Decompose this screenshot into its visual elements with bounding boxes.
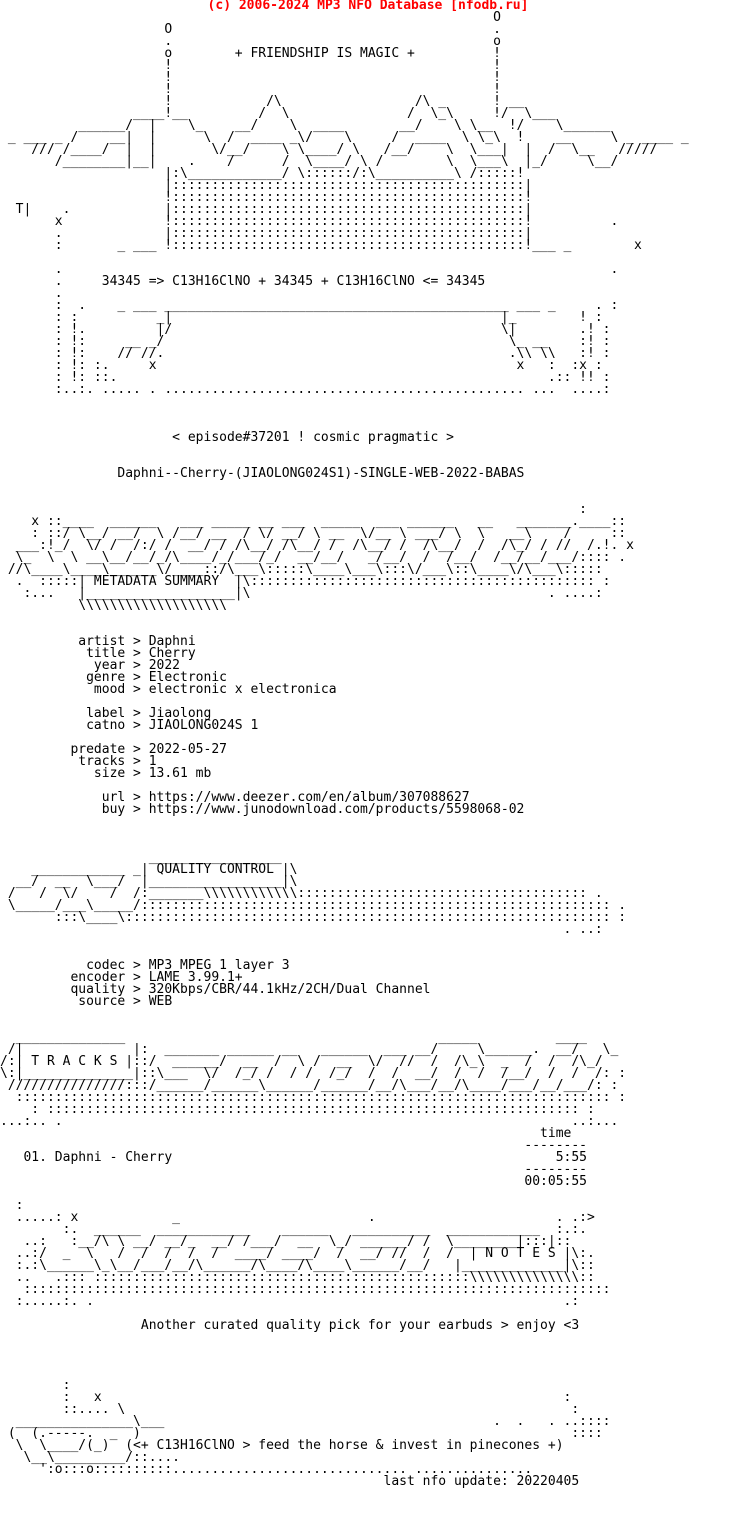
site-header: (c) 2006-2024 MP3 NFO Database [nfodb.ru] [207,0,529,13]
nfo-text: O O . . o o + FRIENDSHIP IS MAGIC + ! ! ! ! ! ! ! ! /\ /\ _ ! __ ____!__ / \ / \_\ !/ \___ ______/ | \_ __/ \ ____ __/ \ \__ !/ \______ _ ___ _ / __| | \ / ____ _\/ \ / ____ \ \_\ ! __ \ _ ____ _ /// /____/ | | \/__/ \ \____/ \ /__/ \ \___| | / \__ ///// /________|__| . / / \____/ \ / \ \___\ |_/ \__/ |:\____________/ \::::::/:\__________\ /:::::! |:::::::::::::::::::::::::::::::::::::::::::::| !:::::::::::::::::::::::::::::::::::::::::::::! T| . |:::::::::::::::::::::::::::::::::::::::::::::| x !:::::::::::::::::::::::::::::::::::::::::::::! . . |:::::::::::::::::::::::::::::::::::::::::::::| : _ ___ !:::::::::::::::::::::::::::::::::::::::::::::!___ _ x . . . 34345 => C13H16ClNO + 34345 + C13H16ClNO <= 34345 . : . _ ___ ____________________________________________ ___ _ . : : : _| |_ ! : : !. |/ \| .! : : !: __ _/ \_ __ :! : : !: // //. .\\ \\ :! : : !: :. x x : :x : : !: ::. .:: !! : :..:. ..... . .............................................. ... ....: < episode#37201 ! cosmic pragmatic > Daphni--Cherry-(JIAOLONG024S1)-SINGLE-WEB-2022-BABAS : x ::____ ______ ___ _____ __ ___ _____ ___ ______ __ _______.____:: : ::/ \__/ __/ \ /__/ __ / \/ __/ \ __ \/__ \ ___/ \ \ __\ / :: ___:!_/ \/ / /:/ / __/ / /\__/ /\__/ / /\__/ / /\__/ / /\_/ / // /.!. x \_ \ \ __\__/__/_/\____/_/___/_/ __/__/ _/__/ / /__/ /__/__/___/:::: . //\____\____\______\/____::/\___\:::::\____\___\:::\/___\::\____\/\___\::::: . :::::| METADATA SUMMARY |\:::::::::::::::::::::::::::::::::::::::::::: : :... |___________________|\ . ....: \\\\\\\\\\\\\\\\\\\ artist > Daphni title > Cherry year > 2022 genre > Electronic mood > electronic x electronica label > Jiaolong catno > JIAOLONG024S 1 predate > 2022-05-27 tracks > 1 size > 13.61 mb url > https://www.deezer.com/en/album/307088627 buy > https://www.junodownload.com/products/5598068-02 _________________ ____________ _| QUALITY CONTROL |\ __/ __ \___/ |_________________|\ / / \/ / /:_______\\\\\\\\\\\\::::::::::::::::::::::::::::::::::::: . \_____/___\_____/:::::::::::::::::::::::::::::::::::::::::::::::::::::::::::: . :::\____\:::::::::::::::::::::::::::::::::::::::::::::::::::::::::::::: : . ..: codec > MP3 MPEG 1 layer 3 encoder > LAME 3.99.1+ quality > 320Kbps/CBR/44.1kHz/2CH/Dual Channel source > WEB ______________ _____ ____ /| |: _______ ______ __ ______ ___ __/ \______. __/ \_ /:| T R A C K S |::/ ______/ __ / \ / __ \/ // / /\_\ _ / / /\_/ \:|______________|::\___ \/ /_/ / / / /_/ / / __/ / / /__/ / / /: : ///////////////:::/______/______\______/______/__/\___/__/\____/___/__/___/: : :::::::::::::::::::::::::::::::::::::::::::::::::::::::::::::::::::::::::::: : : :::::::::::::::::::::::::::::::::::::::::::::::::::::::::::::::::::: : ...:.. . ..:... time -------- 01. Daphni - Cherry 5:55 -------- 00:05:55 : .....: x _ . . .:> :. ______ ____________ ______ __________ ____________ :.:. ..: :__/\ \ __/ __/_ __/ /___/ __ \_/ ______/ / \________|:::|:: ..:/ _ \ / / / / / ____/ ____/ / __/ // / / | N O T E S |\:. :.:\______\_\__/___/__/\______/\____/\____\______/__/ |_____________|\:: .. .::: ::::::::::::::::::::::::::::::::::::::::::::::::\\\\\\\\\\\\\\:: ::::::::::::::::::::::::::::::::::::::::::::::::::::::::::::::::::::::::::: :.....:. . .: Another curated quality pick for your earbuds > enjoy <3 : : x : ::.... \ : _______________\___ . . . ..:::: ( (.-----. _ ) :::: \ \____/(_) (<+ C13H16ClNO > feed the horse & invest in pinecones +) \__\_________/::.... ':o:::o::::::::::.............................. ............... last nfo update: 20220405 [0,10,689,1489]
